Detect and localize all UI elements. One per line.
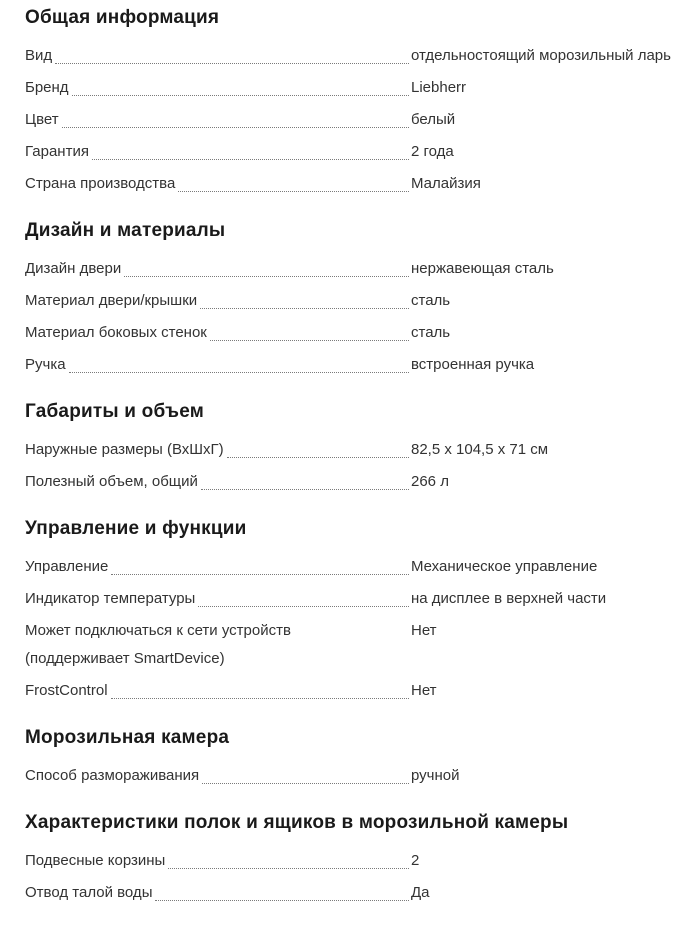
spec-row — [25, 287, 684, 315]
spec-row — [25, 847, 684, 875]
section-rows — [25, 553, 684, 705]
spec-section — [25, 726, 684, 790]
dotted-leader — [202, 783, 409, 784]
section-title: Общая информация — [25, 7, 220, 28]
spec-section — [25, 400, 684, 496]
spec-row-left — [25, 553, 410, 581]
spec-label: Материал двери/крышки — [25, 292, 198, 309]
spec-row — [25, 138, 684, 166]
spec-value: 266 л — [411, 473, 449, 490]
dotted-leader — [124, 276, 409, 277]
spec-label: Дизайн двери — [25, 260, 122, 277]
spec-label: Отвод талой воды — [25, 884, 153, 901]
spec-value: сталь — [411, 292, 451, 309]
spec-value: Механическое управление — [411, 558, 598, 575]
section-title: Характеристики полок и ящиков в морозильной камеры — [25, 812, 569, 833]
spec-value: Liebherr — [411, 79, 467, 96]
dotted-leader — [69, 372, 409, 373]
dotted-leader — [227, 457, 409, 458]
spec-row-left — [25, 436, 410, 464]
section-title: Управление и функции — [25, 518, 247, 539]
dotted-leader — [210, 340, 409, 341]
spec-section — [25, 517, 684, 705]
dotted-leader — [62, 127, 409, 128]
spec-row — [25, 617, 684, 673]
spec-label: Вид — [25, 47, 53, 64]
spec-row — [25, 319, 684, 347]
dotted-leader — [198, 606, 409, 607]
spec-row-left — [25, 351, 410, 379]
spec-label: Цвет — [25, 111, 59, 128]
section-title: Габариты и объем — [25, 401, 204, 422]
spec-label: Индикатор температуры — [25, 590, 196, 607]
section-rows — [25, 42, 684, 198]
spec-section — [25, 6, 684, 198]
section-rows — [25, 436, 684, 496]
spec-value: встроенная ручка — [411, 356, 535, 373]
spec-value: Нет — [411, 682, 437, 699]
spec-row-left — [25, 879, 410, 907]
spec-row-left — [25, 319, 410, 347]
spec-label: FrostControl — [25, 682, 108, 699]
spec-row — [25, 468, 684, 496]
spec-label: Гарантия — [25, 143, 89, 160]
spec-label: Ручка — [25, 356, 66, 373]
spec-row — [25, 106, 684, 134]
spec-row-left — [25, 847, 410, 875]
section-rows — [25, 847, 684, 907]
spec-row — [25, 585, 684, 613]
dotted-leader — [201, 489, 409, 490]
dotted-leader — [200, 308, 409, 309]
spec-value: на дисплее в верхней части — [411, 590, 607, 607]
spec-label: Наружные размеры (ВхШхГ) — [25, 441, 224, 458]
dotted-leader — [55, 63, 409, 64]
spec-row — [25, 255, 684, 283]
product-specifications — [25, 6, 684, 907]
spec-row-left — [25, 287, 410, 315]
spec-row — [25, 351, 684, 379]
spec-value: 2 года — [411, 143, 454, 160]
spec-row — [25, 762, 684, 790]
spec-row — [25, 74, 684, 102]
spec-value: белый — [411, 111, 456, 128]
section-title: Морозильная камера — [25, 727, 230, 748]
spec-value: 82,5 x 104,5 x 71 см — [411, 441, 549, 458]
spec-label: Управление — [25, 558, 109, 575]
spec-row-left — [25, 617, 410, 673]
spec-section — [25, 219, 684, 379]
spec-value: отдельностоящий морозильный ларь — [411, 47, 671, 64]
spec-label-line2: (поддерживает SmartDevice) — [25, 650, 225, 667]
spec-row-left — [25, 138, 410, 166]
spec-value: сталь — [411, 324, 451, 341]
dotted-leader — [168, 868, 409, 869]
section-rows — [25, 255, 684, 379]
spec-row — [25, 553, 684, 581]
spec-label: Может подключаться к сети устройств (поддерживает SmartDevice) — [25, 617, 291, 673]
spec-value: Да — [411, 884, 430, 901]
spec-row-left — [25, 170, 410, 198]
section-title: Дизайн и материалы — [25, 220, 226, 241]
spec-row-left — [25, 42, 410, 70]
dotted-leader — [111, 574, 409, 575]
spec-label: Бренд — [25, 79, 69, 96]
spec-row — [25, 170, 684, 198]
spec-label: Полезный объем, общий — [25, 473, 198, 490]
spec-value: нержавеющая сталь — [411, 260, 554, 277]
section-rows — [25, 762, 684, 790]
spec-row — [25, 879, 684, 907]
dotted-leader — [111, 698, 409, 699]
spec-label: Подвесные корзины — [25, 852, 166, 869]
spec-row — [25, 436, 684, 464]
dotted-leader — [72, 95, 409, 96]
spec-row-left — [25, 106, 410, 134]
spec-value: ручной — [411, 767, 460, 784]
spec-row-left — [25, 255, 410, 283]
spec-row-left — [25, 74, 410, 102]
spec-section — [25, 811, 684, 907]
spec-value: Малайзия — [411, 175, 481, 192]
spec-row-left — [25, 677, 410, 705]
dotted-leader — [178, 191, 409, 192]
spec-row — [25, 677, 684, 705]
spec-row-left — [25, 585, 410, 613]
spec-value: 2 — [411, 852, 420, 869]
spec-label: Страна производства — [25, 175, 176, 192]
spec-value: Нет — [411, 622, 437, 639]
dotted-leader — [92, 159, 409, 160]
spec-label: Материал боковых стенок — [25, 324, 207, 341]
spec-label: Способ размораживания — [25, 767, 200, 784]
spec-row-left — [25, 468, 410, 496]
dotted-leader — [155, 900, 409, 901]
spec-row — [25, 42, 684, 70]
spec-row-left — [25, 762, 410, 790]
